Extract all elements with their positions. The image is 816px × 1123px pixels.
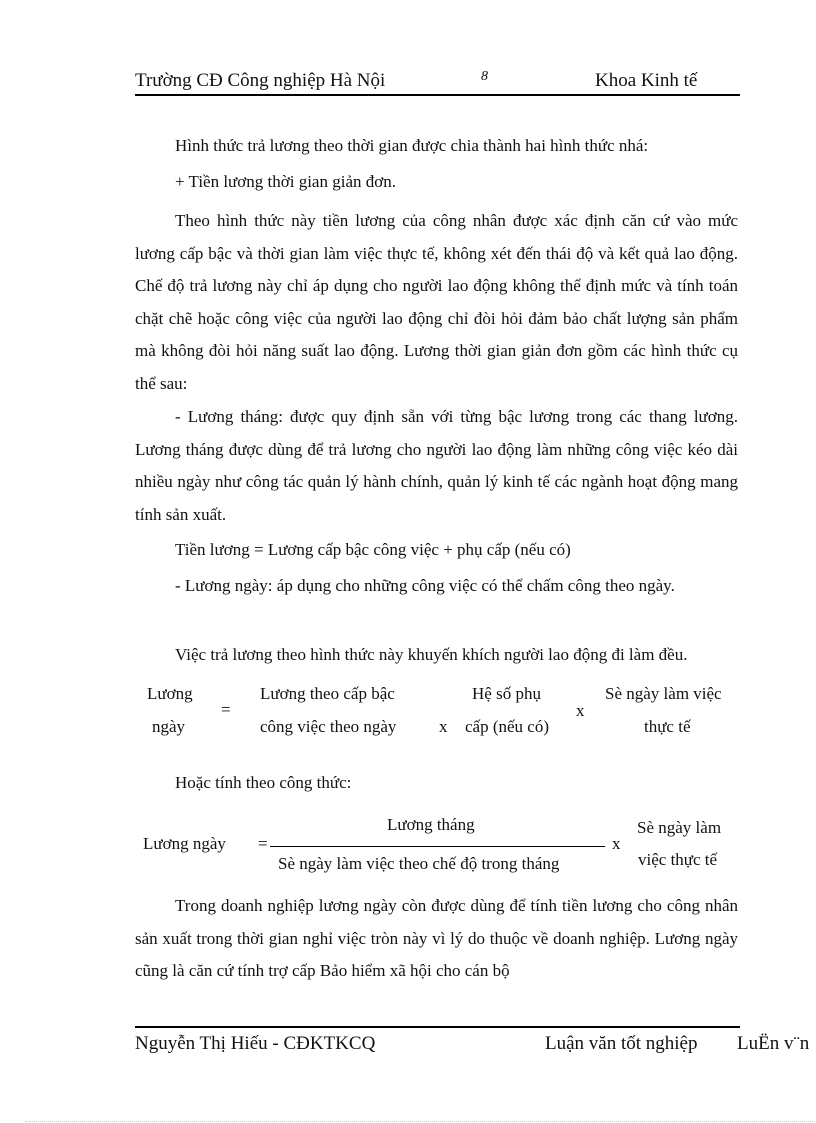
formula1-term2-line1: Hệ số phụ (472, 684, 541, 703)
header-faculty: Khoa Kinh tế (595, 70, 698, 91)
formula1-lhs-line2: ngày (152, 717, 186, 736)
formula2-numerator: Lương tháng (387, 815, 475, 834)
page-footer (135, 1026, 810, 1054)
formula1-term2-line2: cấp (nếu có) (465, 717, 550, 736)
paragraph-or-formula: Hoặc tính theo công thức: (175, 773, 352, 792)
formula1-term3-line2: thực tế (644, 717, 691, 736)
formula1-times2: x (576, 701, 585, 720)
formula2-lhs: Lương ngày (143, 834, 226, 853)
formula1-term3-line1: Sè ngày làm việc (605, 684, 722, 703)
formula1-lhs-line1: Lương (147, 684, 193, 703)
bottom-dotted-line (25, 1121, 815, 1122)
formula2-equals: = (258, 834, 268, 853)
footer-thesis: Luận văn tốt nghiệp (545, 1033, 698, 1054)
paragraph-encourage: Việc trả lương theo hình thức này khuyến khích người lao động đi làm đều. (175, 645, 688, 664)
formula2-factor-line2: việc thực tế (638, 850, 718, 869)
paragraph-wage-formula: Tiền lương = Lương cấp bậc công việc + phụ cấp (nếu có) (175, 540, 571, 559)
formula1-equals: = (221, 700, 231, 719)
formula1-term1-line2: công việc theo ngày (260, 717, 397, 736)
formula1-term1-line1: Lương theo cấp bậc (260, 684, 395, 703)
paragraph-intro: Hình thức trả lương theo thời gian được chia thành hai hình thức nhá: (175, 136, 649, 155)
page-header (135, 66, 740, 96)
formula2-fraction-line (270, 846, 605, 847)
formula2-denominator: Sè ngày làm việc theo chế độ trong tháng (278, 854, 560, 873)
page-number: 8 (481, 69, 488, 84)
paragraph-subheading: + Tiền lương thời gian giản đơn. (175, 172, 396, 191)
formula2-factor-line1: Sè ngày làm (637, 818, 722, 837)
paragraph-enterprise: Trong doanh nghiệp lương ngày còn được dùng để tính tiền lương cho công nhân sản xuất trong thời gian nghỉ việc tròn này vì lý do thuộc về doanh nghiệp. Lương ngày cũng là căn cứ tính trợ cấp Bảo hiểm xã hội cho cán bộ (135, 896, 738, 980)
footer-overflow-text: LuËn v¨n (737, 1033, 810, 1054)
header-school: Trường CĐ Công nghiệp Hà Nội (135, 70, 386, 91)
footer-author: Nguyễn Thị Hiếu - CĐKTKCQ (135, 1033, 376, 1054)
paragraph-daily-wage: - Lương ngày: áp dụng cho những công việc có thể chấm công theo ngày. (175, 576, 675, 595)
formula2-times: x (612, 834, 621, 853)
paragraph-monthly-wage: - Lương tháng: được quy định sẵn với từng bậc lương trong các thang lương. Lương tháng được dùng để trả lương cho người lao động làm những công việc kéo dài nhiều ngày như công tác quản lý hành chính, quản lý kinh tế các ngành hoạt động mang tính sản xuất. (135, 407, 738, 524)
formula1-times1: x (439, 717, 448, 736)
paragraph-description: Theo hình thức này tiền lương của công nhân được xác định căn cứ vào mức lương cấp bậc và thời gian làm việc thực tế, không xét đến thái độ và kết quả lao động. Chế độ trả lương này chỉ áp dụng cho người lao động không thể định mức và tính toán chặt chẽ hoặc công việc của người lao động chỉ đòi hỏi đảm bảo chất lượng sản phẩm mà không đòi hỏi năng suất lao động. Lương thời gian giản đơn gồm các hình thức cụ thể sau: (135, 211, 738, 393)
